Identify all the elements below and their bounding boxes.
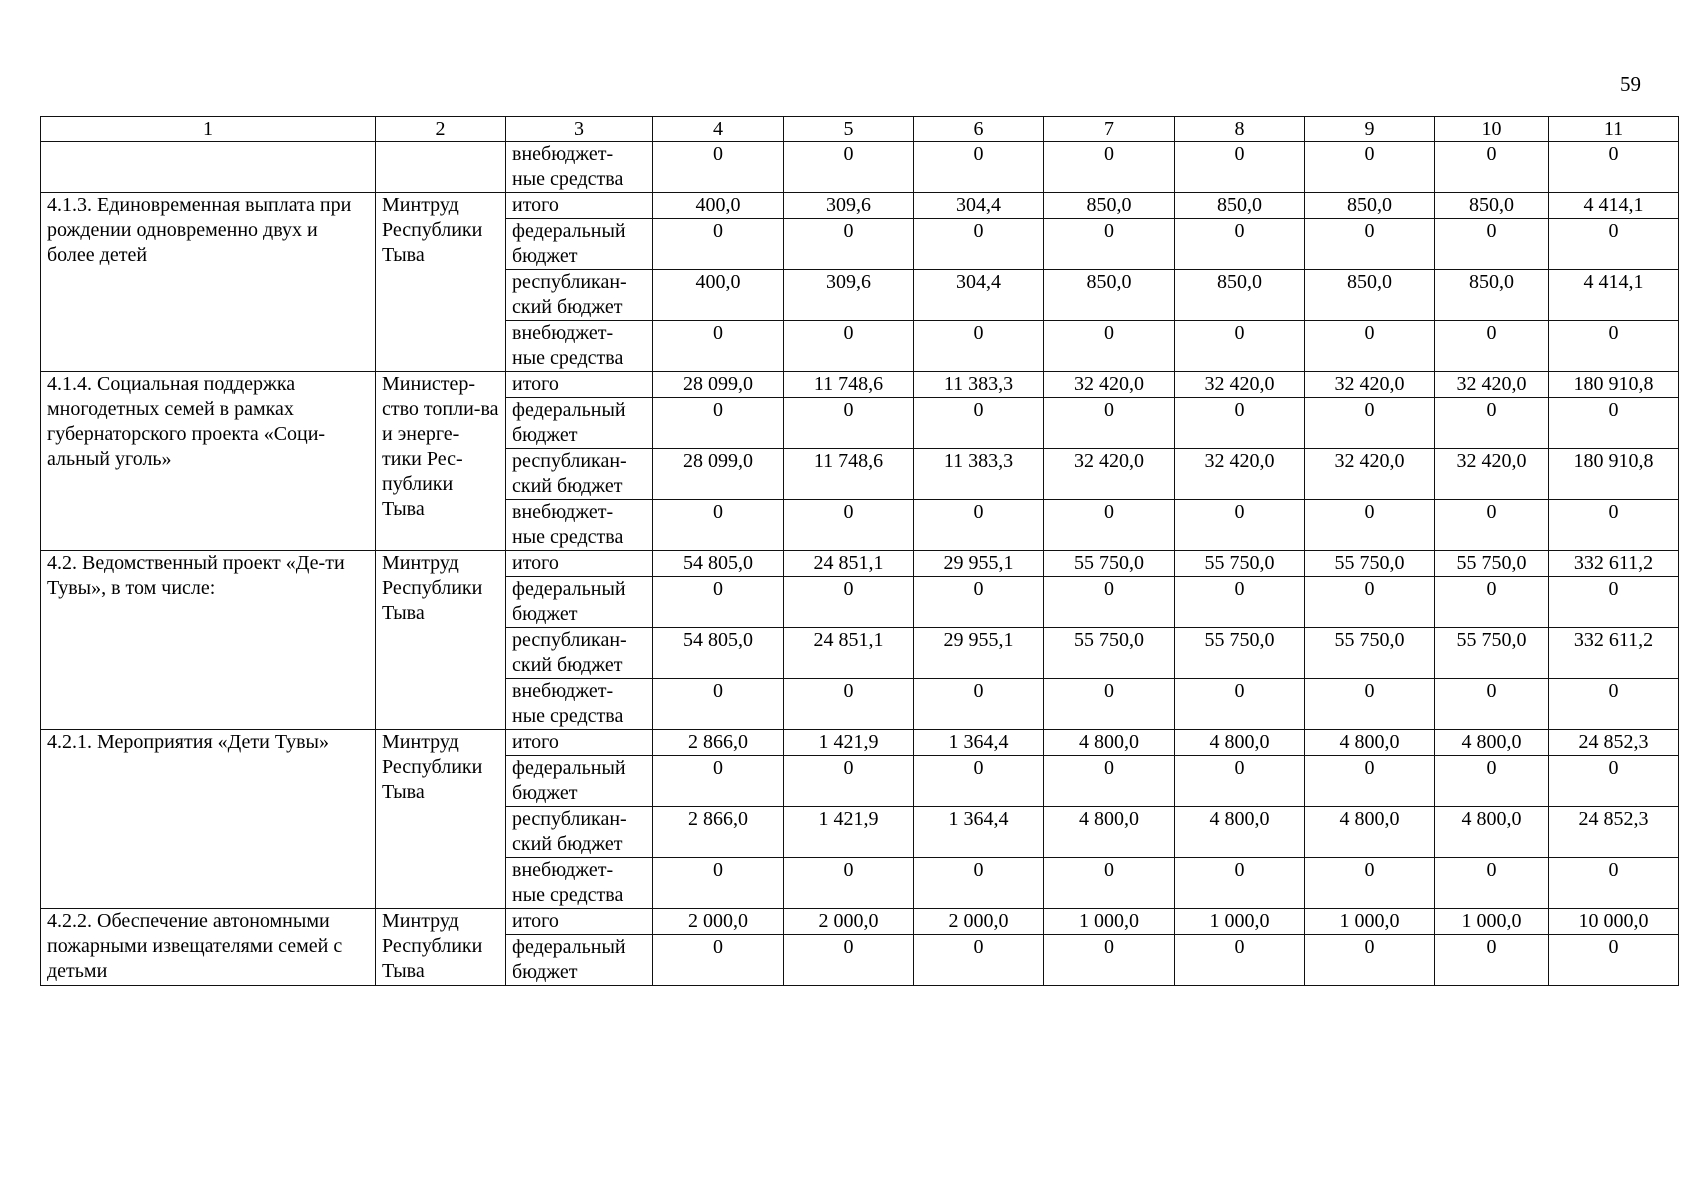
value-cell: 24 851,1 <box>784 628 914 679</box>
value-cell: 4 414,1 <box>1549 270 1679 321</box>
value-cell: 0 <box>784 398 914 449</box>
value-cell: 0 <box>1044 679 1175 730</box>
value-cell: 0 <box>1044 321 1175 372</box>
value-cell: 0 <box>653 577 784 628</box>
value-cell: 54 805,0 <box>653 551 784 577</box>
funding-source-cell: федеральный бюджет <box>506 398 653 449</box>
value-cell: 11 748,6 <box>784 372 914 398</box>
funding-source-cell: итого <box>506 909 653 935</box>
value-cell: 0 <box>1305 577 1435 628</box>
funding-source-cell: итого <box>506 372 653 398</box>
value-cell: 4 800,0 <box>1044 730 1175 756</box>
value-cell: 309,6 <box>784 270 914 321</box>
value-cell: 28 099,0 <box>653 449 784 500</box>
column-header: 4 <box>653 117 784 142</box>
value-cell: 4 414,1 <box>1549 193 1679 219</box>
value-cell: 0 <box>653 756 784 807</box>
column-header: 2 <box>376 117 506 142</box>
value-cell: 24 851,1 <box>784 551 914 577</box>
funding-source-cell: республикан-ский бюджет <box>506 270 653 321</box>
value-cell: 0 <box>1044 756 1175 807</box>
table-body <box>41 142 1679 986</box>
value-cell: 0 <box>784 935 914 986</box>
value-cell: 0 <box>1549 398 1679 449</box>
value-cell: 0 <box>1044 398 1175 449</box>
budget-table <box>40 116 1679 986</box>
funding-source-cell: внебюджет-ные средства <box>506 858 653 909</box>
value-cell: 10 000,0 <box>1549 909 1679 935</box>
funding-source-cell: федеральный бюджет <box>506 219 653 270</box>
value-cell: 0 <box>914 858 1044 909</box>
funding-source-cell: республикан-ский бюджет <box>506 628 653 679</box>
measure-name-cell: 4.2.2. Обеспечение автономными пожарными извещателями семей с детьми <box>41 909 376 986</box>
value-cell: 32 420,0 <box>1305 449 1435 500</box>
column-header: 3 <box>506 117 653 142</box>
measure-name-cell: 4.2. Ведомственный проект «Де-ти Тувы», в том числе: <box>41 551 376 730</box>
value-cell: 0 <box>784 679 914 730</box>
value-cell: 32 420,0 <box>1175 449 1305 500</box>
funding-source-cell: внебюджет-ные средства <box>506 679 653 730</box>
value-cell: 0 <box>914 577 1044 628</box>
value-cell: 0 <box>914 500 1044 551</box>
value-cell: 28 099,0 <box>653 372 784 398</box>
value-cell: 850,0 <box>1044 193 1175 219</box>
value-cell: 0 <box>653 858 784 909</box>
value-cell: 55 750,0 <box>1435 551 1549 577</box>
value-cell: 850,0 <box>1044 270 1175 321</box>
value-cell: 0 <box>653 398 784 449</box>
value-cell: 55 750,0 <box>1435 628 1549 679</box>
measure-name-cell: 4.1.3. Единовременная выплата при рождении одновременно двух и более детей <box>41 193 376 372</box>
value-cell: 180 910,8 <box>1549 372 1679 398</box>
value-cell: 55 750,0 <box>1305 551 1435 577</box>
value-cell: 0 <box>1435 679 1549 730</box>
value-cell: 0 <box>1044 500 1175 551</box>
funding-source-cell: итого <box>506 730 653 756</box>
value-cell: 4 800,0 <box>1175 730 1305 756</box>
value-cell: 0 <box>1549 321 1679 372</box>
executor-cell: Минтруд Республики Тыва <box>376 730 506 909</box>
value-cell: 55 750,0 <box>1175 628 1305 679</box>
value-cell: 4 800,0 <box>1435 730 1549 756</box>
table-row <box>41 551 1679 577</box>
value-cell: 0 <box>1175 679 1305 730</box>
value-cell: 32 420,0 <box>1044 372 1175 398</box>
value-cell: 1 421,9 <box>784 807 914 858</box>
table-row <box>41 142 1679 193</box>
value-cell: 0 <box>784 756 914 807</box>
value-cell: 1 000,0 <box>1435 909 1549 935</box>
value-cell: 400,0 <box>653 193 784 219</box>
value-cell: 0 <box>1435 219 1549 270</box>
page-number: 59 <box>1620 72 1641 96</box>
value-cell: 0 <box>653 219 784 270</box>
value-cell: 332 611,2 <box>1549 551 1679 577</box>
value-cell: 0 <box>784 500 914 551</box>
value-cell: 55 750,0 <box>1044 628 1175 679</box>
column-header: 6 <box>914 117 1044 142</box>
value-cell: 0 <box>1305 398 1435 449</box>
value-cell: 332 611,2 <box>1549 628 1679 679</box>
value-cell: 0 <box>1435 500 1549 551</box>
value-cell: 32 420,0 <box>1044 449 1175 500</box>
funding-source-cell: федеральный бюджет <box>506 935 653 986</box>
value-cell: 0 <box>784 142 914 193</box>
value-cell: 0 <box>784 219 914 270</box>
value-cell: 0 <box>1549 219 1679 270</box>
value-cell: 0 <box>1044 142 1175 193</box>
value-cell: 0 <box>1549 679 1679 730</box>
value-cell: 0 <box>1435 935 1549 986</box>
value-cell: 0 <box>1549 756 1679 807</box>
funding-source-cell: внебюджет-ные средства <box>506 321 653 372</box>
value-cell: 0 <box>784 858 914 909</box>
value-cell: 0 <box>1044 219 1175 270</box>
value-cell: 850,0 <box>1435 270 1549 321</box>
value-cell: 0 <box>784 577 914 628</box>
value-cell: 1 000,0 <box>1305 909 1435 935</box>
value-cell: 54 805,0 <box>653 628 784 679</box>
value-cell: 4 800,0 <box>1305 807 1435 858</box>
value-cell: 11 748,6 <box>784 449 914 500</box>
value-cell: 32 420,0 <box>1435 449 1549 500</box>
value-cell: 11 383,3 <box>914 372 1044 398</box>
value-cell: 850,0 <box>1305 193 1435 219</box>
value-cell: 4 800,0 <box>1305 730 1435 756</box>
value-cell: 0 <box>1044 935 1175 986</box>
value-cell: 850,0 <box>1175 193 1305 219</box>
value-cell: 0 <box>1305 679 1435 730</box>
value-cell: 0 <box>1044 577 1175 628</box>
value-cell: 4 800,0 <box>1044 807 1175 858</box>
value-cell: 0 <box>1175 935 1305 986</box>
value-cell: 850,0 <box>1305 270 1435 321</box>
value-cell: 0 <box>1305 321 1435 372</box>
value-cell: 11 383,3 <box>914 449 1044 500</box>
value-cell: 0 <box>914 321 1044 372</box>
funding-source-cell: внебюджет-ные средства <box>506 142 653 193</box>
value-cell: 1 421,9 <box>784 730 914 756</box>
value-cell: 1 000,0 <box>1175 909 1305 935</box>
funding-source-cell: итого <box>506 193 653 219</box>
column-header: 10 <box>1435 117 1549 142</box>
column-header: 11 <box>1549 117 1679 142</box>
value-cell: 4 800,0 <box>1435 807 1549 858</box>
value-cell: 304,4 <box>914 270 1044 321</box>
value-cell: 0 <box>1305 142 1435 193</box>
column-header: 5 <box>784 117 914 142</box>
measure-name-cell: 4.1.4. Социальная поддержка многодетных семей в рамках губернаторского проекта «Соци-альный уголь» <box>41 372 376 551</box>
value-cell: 55 750,0 <box>1175 551 1305 577</box>
value-cell: 0 <box>1435 858 1549 909</box>
value-cell: 0 <box>914 142 1044 193</box>
table-row <box>41 909 1679 935</box>
value-cell: 0 <box>914 219 1044 270</box>
value-cell: 0 <box>653 321 784 372</box>
value-cell: 0 <box>1305 219 1435 270</box>
value-cell: 0 <box>1549 935 1679 986</box>
value-cell: 180 910,8 <box>1549 449 1679 500</box>
value-cell: 309,6 <box>784 193 914 219</box>
header-row <box>41 117 1679 142</box>
column-header: 1 <box>41 117 376 142</box>
value-cell: 55 750,0 <box>1044 551 1175 577</box>
value-cell: 850,0 <box>1435 193 1549 219</box>
value-cell: 0 <box>1175 142 1305 193</box>
table-row <box>41 193 1679 219</box>
value-cell: 850,0 <box>1175 270 1305 321</box>
value-cell: 0 <box>653 142 784 193</box>
value-cell: 0 <box>914 935 1044 986</box>
funding-source-cell: республикан-ский бюджет <box>506 449 653 500</box>
funding-source-cell: внебюджет-ные средства <box>506 500 653 551</box>
value-cell: 2 000,0 <box>784 909 914 935</box>
value-cell: 32 420,0 <box>1435 372 1549 398</box>
value-cell: 29 955,1 <box>914 551 1044 577</box>
value-cell: 0 <box>1305 756 1435 807</box>
funding-source-cell: федеральный бюджет <box>506 577 653 628</box>
value-cell: 2 866,0 <box>653 730 784 756</box>
value-cell: 2 000,0 <box>914 909 1044 935</box>
value-cell: 2 000,0 <box>653 909 784 935</box>
value-cell: 29 955,1 <box>914 628 1044 679</box>
table-row <box>41 730 1679 756</box>
value-cell: 304,4 <box>914 193 1044 219</box>
value-cell: 400,0 <box>653 270 784 321</box>
measure-name-cell <box>41 142 376 193</box>
table-row <box>41 372 1679 398</box>
executor-cell: Минтруд Республики Тыва <box>376 193 506 372</box>
value-cell: 0 <box>653 679 784 730</box>
value-cell: 24 852,3 <box>1549 807 1679 858</box>
value-cell: 0 <box>1435 577 1549 628</box>
value-cell: 0 <box>1435 142 1549 193</box>
value-cell: 0 <box>1175 500 1305 551</box>
value-cell: 0 <box>1175 398 1305 449</box>
funding-source-cell: республикан-ский бюджет <box>506 807 653 858</box>
value-cell: 32 420,0 <box>1175 372 1305 398</box>
column-header: 9 <box>1305 117 1435 142</box>
value-cell: 0 <box>1175 577 1305 628</box>
value-cell: 55 750,0 <box>1305 628 1435 679</box>
value-cell: 0 <box>914 398 1044 449</box>
column-header: 8 <box>1175 117 1305 142</box>
funding-source-cell: итого <box>506 551 653 577</box>
funding-source-cell: федеральный бюджет <box>506 756 653 807</box>
value-cell: 0 <box>914 756 1044 807</box>
executor-cell: Министер-ство топли-ва и энерге-тики Рес-публики Тыва <box>376 372 506 551</box>
value-cell: 1 000,0 <box>1044 909 1175 935</box>
value-cell: 1 364,4 <box>914 807 1044 858</box>
value-cell: 0 <box>1175 858 1305 909</box>
executor-cell: Минтруд Республики Тыва <box>376 551 506 730</box>
value-cell: 0 <box>1435 321 1549 372</box>
value-cell: 0 <box>1175 321 1305 372</box>
value-cell: 0 <box>1549 577 1679 628</box>
value-cell: 0 <box>1549 500 1679 551</box>
value-cell: 0 <box>653 500 784 551</box>
value-cell: 0 <box>1044 858 1175 909</box>
value-cell: 0 <box>1305 858 1435 909</box>
value-cell: 32 420,0 <box>1305 372 1435 398</box>
value-cell: 24 852,3 <box>1549 730 1679 756</box>
value-cell: 1 364,4 <box>914 730 1044 756</box>
value-cell: 0 <box>914 679 1044 730</box>
measure-name-cell: 4.2.1. Мероприятия «Дети Тувы» <box>41 730 376 909</box>
value-cell: 0 <box>1305 935 1435 986</box>
value-cell: 4 800,0 <box>1175 807 1305 858</box>
value-cell: 0 <box>1175 219 1305 270</box>
value-cell: 2 866,0 <box>653 807 784 858</box>
executor-cell <box>376 142 506 193</box>
value-cell: 0 <box>1549 858 1679 909</box>
value-cell: 0 <box>1435 398 1549 449</box>
value-cell: 0 <box>1549 142 1679 193</box>
value-cell: 0 <box>1305 500 1435 551</box>
column-header: 7 <box>1044 117 1175 142</box>
value-cell: 0 <box>1175 756 1305 807</box>
value-cell: 0 <box>653 935 784 986</box>
value-cell: 0 <box>784 321 914 372</box>
executor-cell: Минтруд Республики Тыва <box>376 909 506 986</box>
value-cell: 0 <box>1435 756 1549 807</box>
